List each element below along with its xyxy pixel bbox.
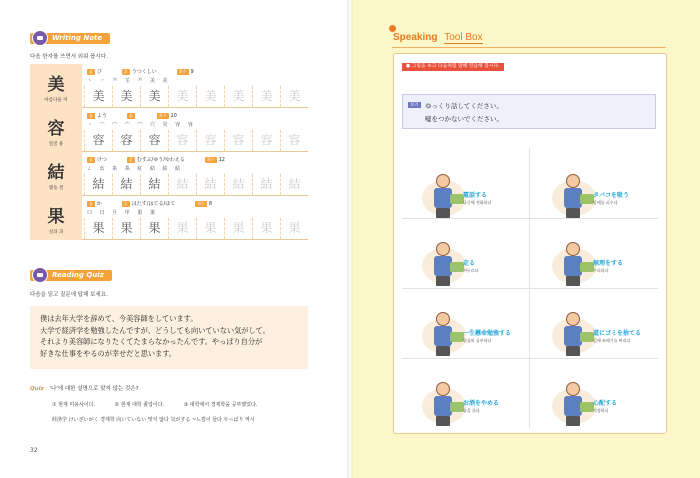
speaking-instruction: ● 그림을 보고 다음처럼 말해 연습해 봅시다. xyxy=(402,63,504,71)
kanji-row xyxy=(30,196,308,240)
caption-jp: 走る xyxy=(463,260,476,267)
practice-cell[interactable]: 果 xyxy=(112,218,140,239)
writing-note-tag xyxy=(30,33,110,44)
practice-cell[interactable]: 容 xyxy=(196,130,224,151)
practice-cell[interactable]: 果 xyxy=(196,218,224,239)
practice-cell[interactable]: 果 xyxy=(252,218,280,239)
speaking-caption xyxy=(463,258,478,274)
kanji-char: 果 xyxy=(47,207,65,227)
on-badge: 음 xyxy=(89,69,93,74)
strokes-badge: 획수 xyxy=(197,201,205,206)
caption-jp: 心配する xyxy=(593,400,618,407)
practice-cell[interactable]: 容 xyxy=(168,130,196,151)
example-label: 보기 xyxy=(410,103,419,108)
practice-cell[interactable]: 美 xyxy=(140,86,168,107)
reading-quiz-tag xyxy=(30,270,112,281)
kanji-row xyxy=(30,64,308,108)
strokes-badge: 획수 xyxy=(178,69,187,74)
practice-cell[interactable]: 果 xyxy=(168,218,196,239)
writing-instruction: 다음 한자를 쓰면서 외워 봅시다. xyxy=(30,54,108,60)
practice-cells xyxy=(84,218,308,239)
practice-cell[interactable]: 結 xyxy=(168,174,196,195)
kanji-readings xyxy=(87,112,177,119)
reading-quiz-label: Reading Quiz xyxy=(52,271,104,279)
pencil-mascot-icon xyxy=(32,30,48,46)
kun-badge: 훈 xyxy=(128,157,133,162)
quiz-label: Quiz xyxy=(30,386,44,392)
stroke-order: 口 日 旦 甲 果 果 xyxy=(87,210,158,216)
on-reading: び xyxy=(96,69,102,75)
on-reading: か xyxy=(96,201,102,207)
kanji-meaning: 실과 과 xyxy=(48,230,64,235)
kanji-meaning: 맺을 결 xyxy=(48,186,64,191)
reading-passage xyxy=(30,306,308,369)
passage-line: 好きな仕事をやるのが幸せだと思います。 xyxy=(40,348,176,358)
stroke-count: 8 xyxy=(208,201,213,207)
practice-cell[interactable]: 結 xyxy=(280,174,308,195)
vocab-line: 経済学 けいざいがく 경제학 向いていない 맞지 않다 気がする ~느낌이 들다 やっぱり 역시 xyxy=(52,417,255,423)
speaking-caption xyxy=(463,398,499,414)
caption-kr: 걱정하다 xyxy=(593,408,609,413)
book-spine xyxy=(347,0,353,478)
kun-reading: はたす/はてる/はて xyxy=(131,201,176,207)
grid-divider xyxy=(402,358,658,359)
practice-cells xyxy=(84,174,308,195)
practice-cell[interactable]: 結 xyxy=(224,174,252,195)
speaking-caption xyxy=(463,190,491,206)
kanji-readings xyxy=(87,68,194,75)
practice-cell[interactable]: 美 xyxy=(84,86,112,107)
page-number: 32 xyxy=(30,447,38,454)
stroke-count: 9 xyxy=(190,69,194,75)
kun-badge: 훈 xyxy=(128,113,133,118)
practice-cell[interactable]: 容 xyxy=(252,130,280,151)
speaking-caption xyxy=(593,258,623,274)
stroke-order: 丶 丷 ⺷ 𦍌 ⺷ 美 美 xyxy=(87,78,171,84)
kanji-char: 美 xyxy=(47,75,65,95)
kanji-readings xyxy=(87,200,212,207)
speaking-caption xyxy=(593,328,641,344)
kun-badge: 훈 xyxy=(123,69,128,74)
kanji-table xyxy=(30,64,308,240)
kanji-char: 結 xyxy=(47,163,65,183)
kun-badge: 훈 xyxy=(123,201,128,206)
stroke-count: 12 xyxy=(218,157,225,163)
strokes-badge: 획수 xyxy=(206,157,215,162)
practice-cell[interactable]: 美 xyxy=(252,86,280,107)
kanji-char: 容 xyxy=(47,119,65,139)
caption-kr: 술을 끊다 xyxy=(463,408,480,413)
practice-cell[interactable]: 美 xyxy=(168,86,196,107)
practice-cell[interactable]: 容 xyxy=(140,130,168,151)
passage-line: それより美容師になりたくてたまらなかったんです。やっぱり自分が xyxy=(40,337,263,346)
kanji-header xyxy=(30,64,82,108)
caption-kr: 길에 쓰레기를 버리다 xyxy=(593,338,631,343)
writing-note-label: Writing Note xyxy=(52,34,103,42)
quiz-option[interactable]: ② 현재 대학 졸업이다. xyxy=(114,402,165,408)
on-badge: 음 xyxy=(89,113,93,118)
stroke-order: ㄥ 幺 糸 糸 紅 結 結 結 xyxy=(87,166,184,172)
practice-cell[interactable]: 結 xyxy=(196,174,224,195)
speaking-caption xyxy=(463,328,511,344)
quiz-question-text: '나'에 대한 설명으로 맞지 않는 것은? xyxy=(49,386,139,392)
speaking-title-sub: Tool Box xyxy=(444,32,483,43)
kanji-header xyxy=(30,196,82,240)
book-mascot-icon xyxy=(32,267,48,283)
practice-cell[interactable]: 美 xyxy=(196,86,224,107)
caption-kr: 무리하다 xyxy=(593,268,609,273)
caption-jp: 道にゴミを捨てる xyxy=(593,330,642,337)
quiz-question xyxy=(30,384,139,392)
quiz-option[interactable]: ① 현재 미용사이다. xyxy=(52,402,96,408)
practice-cells xyxy=(84,86,308,107)
practice-cell[interactable]: 結 xyxy=(252,174,280,195)
practice-cells xyxy=(84,130,308,151)
reading-instruction: 다음을 읽고 질문에 답해 보세요. xyxy=(30,292,108,298)
practice-cell[interactable]: 果 xyxy=(140,218,168,239)
title-underline xyxy=(392,47,666,48)
practice-cell[interactable]: 美 xyxy=(112,86,140,107)
kanji-readings xyxy=(87,156,225,163)
speaking-title-main: Speaking xyxy=(393,32,438,43)
passage-line: 大学で経済学を勉強したんですが、どうしても向いていない気がして。 xyxy=(40,325,270,335)
grid-divider xyxy=(402,288,658,289)
practice-cell[interactable]: 果 xyxy=(224,218,252,239)
passage-line: 僕は去年大学を辞めて、今美容師をしています。 xyxy=(40,314,198,323)
caption-kr: 열심히 공부하다 xyxy=(463,338,492,343)
on-reading: けつ xyxy=(96,157,107,163)
kun-reading: むすぶ/ゆう/ゆわえる xyxy=(136,157,185,163)
caption-jp: お酒をやめる xyxy=(463,400,500,407)
kanji-meaning: 얼굴 용 xyxy=(48,142,64,147)
example-box xyxy=(402,94,656,129)
caption-jp: 電話する xyxy=(463,192,488,199)
practice-cell[interactable]: 容 xyxy=(280,130,308,151)
speaking-caption xyxy=(593,190,629,206)
practice-cell[interactable]: 美 xyxy=(224,86,252,107)
kanji-row xyxy=(30,152,308,196)
kanji-row xyxy=(30,108,308,152)
caption-jp: 無理をする xyxy=(593,260,624,267)
practice-cell[interactable]: 容 xyxy=(224,130,252,151)
quiz-option[interactable]: ③ 대학에서 경제학을 공부했었다. xyxy=(183,402,258,408)
speaking-title xyxy=(393,32,483,43)
practice-cell[interactable]: 結 xyxy=(112,174,140,195)
speaking-caption xyxy=(593,398,617,414)
kanji-meaning: 아름다울 미 xyxy=(44,98,68,103)
practice-cell[interactable]: 容 xyxy=(84,130,112,151)
caption-jp: 一生懸命勉強する xyxy=(463,330,512,337)
kanji-header xyxy=(30,152,82,196)
kun-reading: うつくしい xyxy=(131,69,157,75)
stroke-count: 10 xyxy=(170,113,177,119)
practice-cell[interactable]: 果 xyxy=(280,218,308,239)
caption-kr: 나중에 전화하다 xyxy=(463,200,492,205)
example-line: 嘘をつかないでください。 xyxy=(425,115,503,123)
practice-cell[interactable]: 結 xyxy=(140,174,168,195)
stroke-order: 丶 宀 宀 宀 宀 穴 灾 容 容 xyxy=(87,122,196,128)
strokes-badge: 획수 xyxy=(158,113,167,118)
practice-cell[interactable]: 容 xyxy=(112,130,140,151)
caption-kr: 서두르다 xyxy=(463,268,479,273)
caption-kr: 담배를 피우다 xyxy=(593,200,618,205)
practice-cell[interactable]: 果 xyxy=(84,218,112,239)
on-reading: よう xyxy=(96,113,107,119)
practice-cell[interactable]: 結 xyxy=(84,174,112,195)
caption-jp: タバコを吸う xyxy=(593,192,629,199)
kanji-header xyxy=(30,108,82,152)
quiz-options xyxy=(52,401,275,408)
example-line: ゆっくり話してください。 xyxy=(425,102,503,110)
title-dot-icon xyxy=(389,25,396,32)
on-badge: 음 xyxy=(89,157,93,162)
on-badge: 음 xyxy=(89,201,93,206)
practice-cell[interactable]: 美 xyxy=(280,86,308,107)
